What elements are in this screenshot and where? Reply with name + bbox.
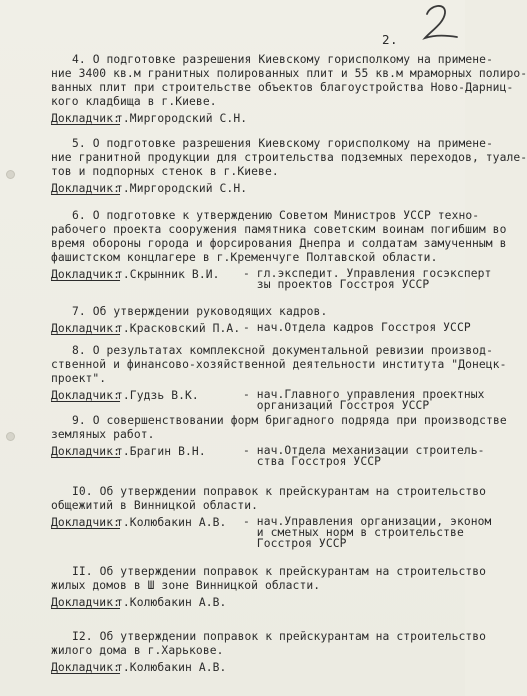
agenda-item-text-line: проект". (51, 372, 107, 385)
agenda-item-text-line: I0. Об утверждении поправок к прейскурантам на строительство (72, 485, 487, 498)
agenda-item-text-line: 6. О подготовке к утверждению Советом Министров УССР техно- (72, 209, 480, 222)
agenda-item-text-line: 9. О совершенствовании форм бригадного подряда при производстве (72, 414, 507, 427)
agenda-item-text-line: кого кладбища в г.Киеве. (51, 95, 217, 108)
reporter-name: т.Колюбакин А.В. (116, 596, 227, 609)
agenda-item-text-line: рабочего проекта сооружения памятника советским воинам погибшим во (51, 223, 507, 236)
agenda-item-text-line: 8. О результатах комплексной документальной ревизии производ- (72, 344, 493, 357)
reporter-name: т.Колюбакин А.В. (116, 661, 227, 674)
reporter-position: организаций Госстроя УССР (243, 399, 430, 412)
agenda-item-text-line: I2. Об утверждении поправок к прейскурантам на строительство (72, 630, 487, 643)
reporter-name: т.Миргородский С.Н. (116, 182, 248, 195)
agenda-item-text-line: ственной и финансово-хозяйственной деятельности института "Донецк- (51, 358, 507, 371)
reporter-position: - нач.Отдела кадров Госстроя УССР (243, 321, 471, 334)
reporter-label: Докладчик: (51, 112, 121, 125)
reporter-name: т.Скрынник В.И. (116, 268, 220, 281)
reporter-label: Докладчик: (51, 661, 121, 674)
handwritten-page-number-mark (418, 2, 462, 42)
reporter-position: и сметных норм в строительстве (243, 526, 464, 539)
agenda-item-text-line: время обороны города и форсирования Днепра и солдатам замученным в (51, 237, 507, 250)
reporter-position: - гл.экспедит. Управления госэксперт (243, 267, 492, 280)
reporter-label: Докладчик: (51, 389, 121, 402)
agenda-item-text-line: жилых домов в Ш зоне Винницкой области. (51, 579, 321, 592)
agenda-item-text-line: 7. Об утверждении руководящих кадров. (72, 305, 328, 318)
agenda-item-text-line: 4. О подготовке разрешения Киевскому горисполкому на примене- (72, 53, 493, 66)
agenda-item-text-line: тов и подпорных стенок в г.Киеве. (51, 165, 279, 178)
agenda-item-text-line: ние гранитной продукции для строительства подземных переходов, туале- (51, 151, 527, 164)
agenda-item-text-line: ванных плит при строительстве объектов благоустройства Ново-Дарниц- (51, 81, 514, 94)
agenda-item-text-line: общежитий в Винницкой области. (51, 499, 259, 512)
reporter-label: Докладчик: (51, 596, 121, 609)
reporter-label: Докладчик: (51, 322, 121, 335)
reporter-label: Докладчик: (51, 516, 121, 529)
reporter-position: - нач.Управления организации, эконом (243, 515, 492, 528)
reporter-position: зы проектов Госстроя УССР (243, 278, 430, 291)
agenda-item-text-line: земляных работ. (51, 428, 155, 441)
reporter-label: Докладчик: (51, 268, 121, 281)
reporter-name: т.Брагин В.Н. (116, 445, 206, 458)
reporter-name: т.Колюбакин А.В. (116, 516, 227, 529)
agenda-item-text-line: 5. О подготовке разрешения Киевскому горисполкому на примене- (72, 137, 493, 150)
page-number: 2. (382, 32, 399, 47)
punch-hole-mark (6, 432, 15, 441)
reporter-name: т.Красковский П.А. (116, 322, 241, 335)
reporter-label: Докладчик: (51, 182, 121, 195)
reporter-label: Докладчик: (51, 445, 121, 458)
agenda-item-text-line: II. Об утверждении поправок к прейскурантам на строительство (72, 565, 487, 578)
reporter-position: ства Госстроя УССР (243, 455, 382, 468)
reporter-position: - нач.Отдела механизации строитель- (243, 444, 485, 457)
agenda-item-text-line: ние 3400 кв.м гранитных полированных плит и 55 кв.м мраморных полиро- (51, 67, 527, 80)
agenda-item-text-line: фашистском концлагере в г.Кременчуге Полтавской области. (51, 251, 438, 264)
reporter-position: - нач.Главного управления проектных (243, 388, 485, 401)
reporter-name: т.Миргородский С.Н. (116, 112, 248, 125)
reporter-position: Госстроя УССР (243, 537, 347, 550)
reporter-name: т.Гудзь В.К. (116, 389, 199, 402)
punch-hole-mark (6, 170, 15, 179)
agenda-item-text-line: жилого дома в г.Харькове. (51, 644, 224, 657)
